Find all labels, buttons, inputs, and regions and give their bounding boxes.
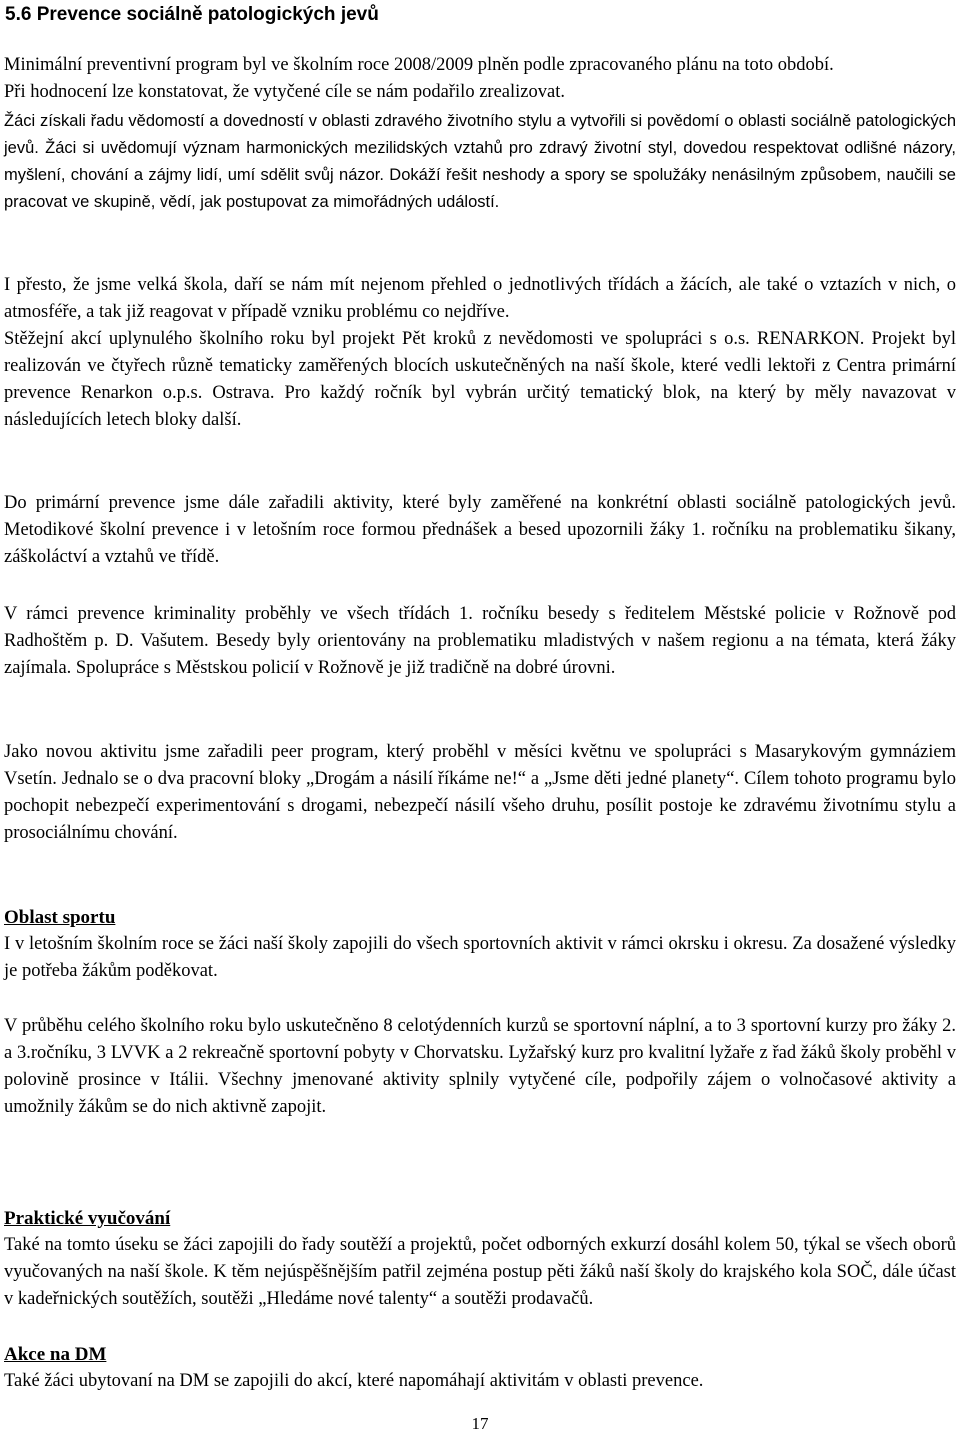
paragraph-overview: I přesto, že jsme velká škola, daří se nám mít nejenom přehled o jednotlivých třídách a žácích, ale také o vztazích v nich, o atmosféře, a tak již reagovat v případě vzniku problému co nejdříve. [4,275,956,322]
intro-sentence-2: Při hodnocení lze konstatovat, že vytyčené cíle se nám podařilo zrealizovat. [4,82,565,102]
goals-sentence-3: Dokáží řešit neshody a spory se spolužáky nenásilným způsobem, naučili se pracovat ve skupině, vědí, jak postupovat za mimořádných událostí. [4,166,956,211]
section-heading: 5.6 Prevence sociálně patologických jevů [5,4,379,25]
intro-sentence-1: Minimální preventivní program byl ve školním roce 2008/2009 plněn podle zpracovaného plánu na toto období. [4,55,834,75]
goals-sentence-1: Žáci získali řadu vědomostí a dovedností v oblasti zdravého životního stylu a vytvořili si povědomí o oblasti sociálně patologických jevů. [4,112,956,157]
subheading-sport: Oblast sportu [4,907,116,928]
paragraph-intro [4,52,956,106]
paragraph-sport-courses: V průběhu celého školního roku bylo uskutečněno 8 celotýdenních kurzů se sportovní náplní, a to 3 sportovní kurzy pro žáky 2. a 3.ročníku, 3 LVVK a 2 rekreačně sportovní pobyty v Chorvatsku. Lyžařský kurz pro kvalitní lyžaře z řad žáků školy proběhl v polovině prosince v Itálii. Všechny jmenované aktivity splnily vytyčené cíle, podpořily zájem o volnočasové aktivity a umožnily žákům se do nich aktivně zapojit. [4,1016,956,1117]
paragraph-crime-prevention: V rámci prevence kriminality proběhly ve všech třídách 1. ročníku besedy s ředitelem Městské policie v Rožnově pod Radhoštěm p. D. Vašutem. Besedy byly orientovány na problematiku mladistvých v našem regionu a na témata, která žáky zajímala. Spolupráce s Městskou policií v Rožnově je již tradičně na dobré úrovni. [4,604,956,678]
subheading-practical-training: Praktické vyučování [4,1208,171,1229]
subheading-dormitory: Akce na DM [4,1344,107,1365]
paragraph-primary-prevention: Do primární prevence jsme dále zařadili aktivity, které byly zaměřené na konkrétní oblasti sociálně patologických jevů. Metodikové školní prevence i v letošním roce formou přednášek a besed upozornili žáky 1. ročníku na problematiku šikany, záškoláctví a vztahů ve třídě. [4,493,956,567]
paragraph-sport-activities: I v letošním školním roce se žáci naší školy zapojili do všech sportovních aktivit v rámci okrsku i okresu. Za dosažené výsledky je potřeba žákům poděkovat. [4,934,956,981]
paragraph-dormitory: Také žáci ubytovaní na DM se zapojili do akcí, které napomáhají aktivitám v oblasti prevence. [4,1371,704,1391]
paragraph-peer-program: Jako novou aktivitu jsme zařadili peer program, který proběhl v měsíci květnu ve spolupráci s Masarykovým gymnáziem Vsetín. Jednalo se o dva pracovní bloky „Drogám a násilí říkáme ne!“ a „Jsme děti jedné planety“. Cílem tohoto programu bylo pochopit nebezpečí experimentování s drogami, nebezpečí násilí všeho druhu, posílit postoje ke zdravému životnímu stylu a prosociálnímu chování. [4,742,956,843]
paragraph-goals [4,108,956,216]
goals-sentence-2: Žáci si uvědomují význam harmonických mezilidských vztahů pro zdravý životní styl, dovedou respektovat odlišné názory, myšlení, chování a zájmy lidí, umí sdělit svůj názor. [4,139,956,184]
paragraph-project: Stěžejní akcí uplynulého školního roku byl projekt Pět kroků z nevědomosti ve spolupráci s o.s. RENARKON. Projekt byl realizován ve čtyřech různě tematicky zaměřených blocích uskutečněných na naší škole, které vedli lektoři z Centra primární prevence Renarkon o.p.s. Ostrava. Pro každý ročník byl vybrán určitý tematický blok, na který by měly navazovat v následujících letech bloky další. [4,329,956,430]
page-number: 17 [471,1414,489,1433]
paragraph-practical-training: Také na tomto úseku se žáci zapojili do řady soutěží a projektů, počet odborných exkurzí dosáhl kolem 50, týkal se všech oborů vyučovaných na naší škole. K těm nejúspěšnějším patřil zejména postup pěti žáků naší školy do krajského kola SOČ, dále účast v kadeřnických soutěžích, soutěži „Hledáme nové talenty“ a soutěži prodavačů. [4,1235,956,1309]
